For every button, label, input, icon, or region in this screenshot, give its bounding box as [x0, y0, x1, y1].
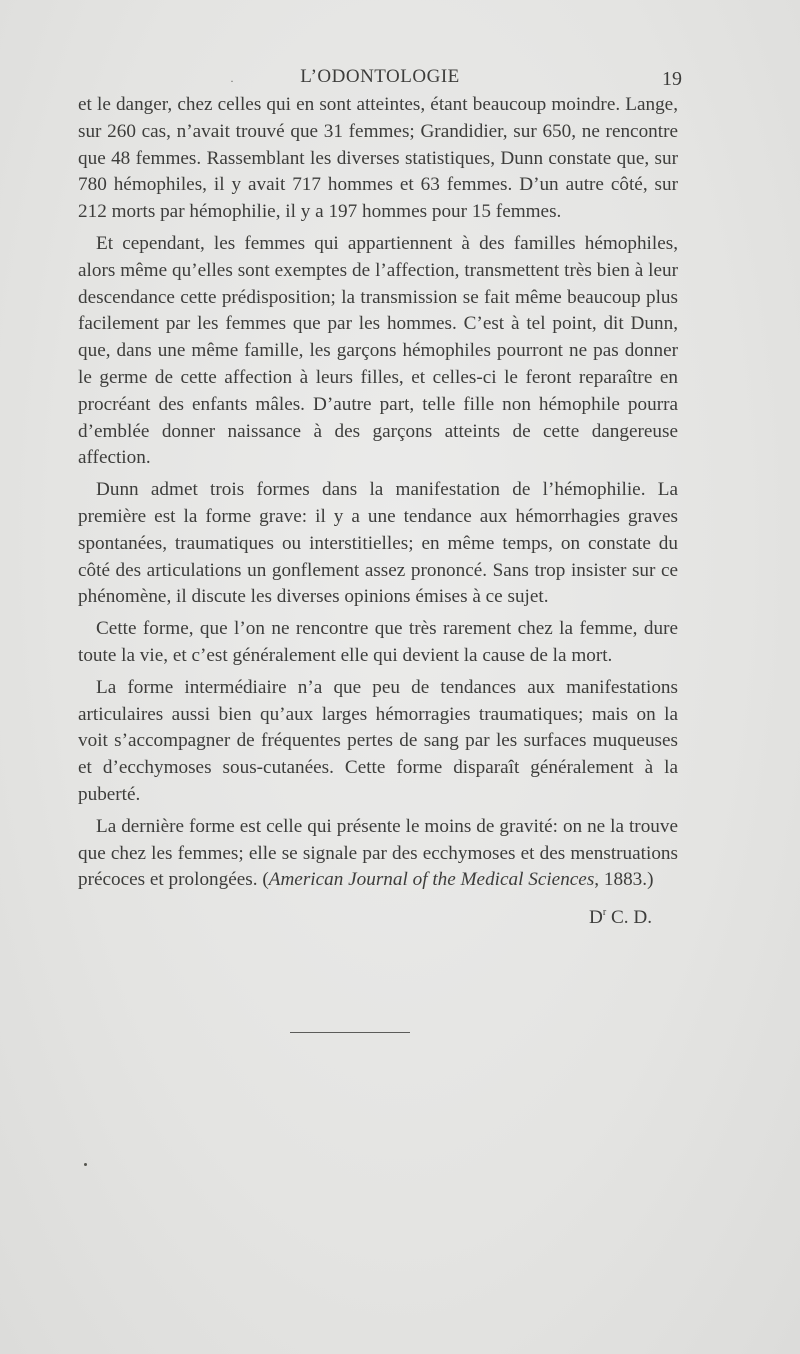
page-speck	[84, 1163, 87, 1166]
running-head	[78, 62, 682, 94]
running-title: L’ODONTOLOGIE	[300, 66, 460, 87]
paragraph-1: et le danger, chez celles qui en sont atteintes, étant beaucoup moindre. Lange, sur 260 cas, n’avait trouvé que 31 femmes; Grandidier, sur 650, ne rencontre que 48 femmes. Rassemblant les diverses statistiques, Dunn constate que, sur 780 hémophiles, il y avait 717 hommes et 63 femmes. D’un autre côté, sur 212 morts par hémophilie, il y a 197 hommes pour 15 femmes.	[78, 94, 678, 223]
body-text	[78, 92, 678, 899]
page-number: 19	[662, 68, 682, 90]
paragraph-2: Et cependant, les femmes qui appartiennent à des familles hémophiles, alors même qu’elles sont exemptes de l’affection, transmettent très bien à leur descendance cette prédisposition; la transmission se fait même beaucoup plus facilement par les femmes que par les hommes. C’est à tel point, dit Dunn, que, dans une même famille, les garçons hémophiles pourront ne pas donner le germe de cette affection à leurs filles, et celles-ci le feront reparaître en procréant des enfants mâles. D’autre part, telle fille non hémophile pourra d’emblée donner naissance à des garçons atteints de cette dangereuse affection.	[78, 232, 678, 469]
author-signature	[589, 900, 652, 932]
citation-year: , 1883.)	[594, 869, 654, 891]
paragraph-3: Dunn admet trois formes dans la manifestation de l’hémophilie. La première est la forme grave: il y a une tendance aux hémorrhagies graves spontanées, traumatiques ou interstitielles; en même temps, on constate du côté des articulations un gonflement assez prononcé. Sans trop insister sur ce phénomène, il discute les diverses opinions émises à ce sujet.	[78, 479, 678, 608]
header-dot: ·	[230, 74, 234, 88]
signature-prefix: D	[588, 907, 603, 928]
paragraph-6	[78, 814, 678, 894]
signature-sup: r	[602, 907, 607, 918]
journal-citation: American Journal of the Medical Sciences	[268, 869, 595, 891]
paragraph-5: La forme intermédiaire n’a que peu de tendances aux manifestations articulaires aussi bien qu’aux larges hémorragies traumatiques; mais on la voit s’accompagner de fréquentes pertes de sang par les surfaces muqueuses et d’ecchymoses sous-cutanées. Cette forme disparaît généralement à la puberté.	[78, 676, 678, 805]
signature-name: C. D.	[606, 907, 652, 928]
end-rule	[290, 1032, 410, 1033]
paragraph-4: Cette forme, que l’on ne rencontre que très rarement chez la femme, dure toute la vie, et c’est généralement elle qui devient la cause de la mort.	[78, 618, 678, 666]
paragraph-6-text: La dernière forme est celle qui présente le moins de gravité: on ne la trouve que chez les femmes; elle se signale par des ecchymoses et des menstruations précoces et prolongées. (	[78, 815, 678, 891]
